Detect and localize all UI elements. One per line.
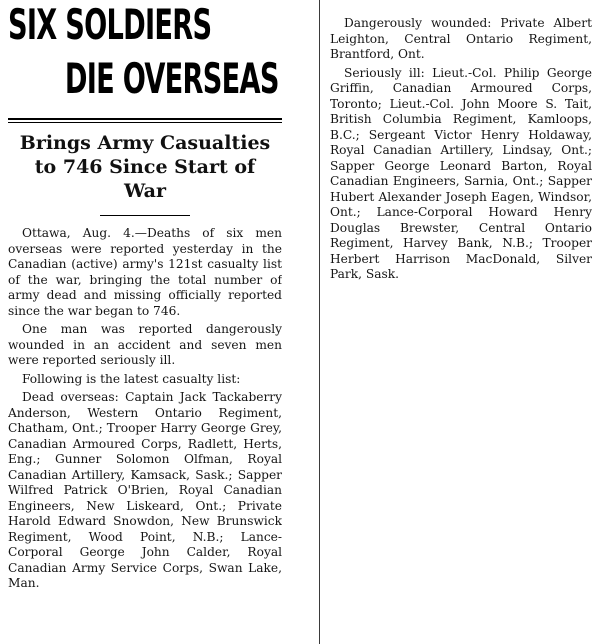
- paragraph-dateline: Ottawa, Aug. 4.—Deaths of six men overseas were reported yesterday in the Canadian (active) army's 121st casualty list of the war, bringing the total number of army dead and missing officially reported since the war began to 746.: [8, 226, 282, 318]
- article-body-right: [330, 16, 592, 283]
- paragraph-list-intro: Following is the latest casualty list:: [22, 371, 241, 386]
- article-body-left: [8, 226, 282, 592]
- column-divider: [319, 0, 320, 644]
- paragraph-dead-overseas: Dead overseas: Captain Jack Tackaberry Anderson, Western Ontario Regiment, Chatham, Ont.; Trooper Harry George Grey, Canadian Armoured Corps, Radlett, Herts, Eng.; Gunner Solomon Olfman, Royal Canadian Artillery, Kamsack, Sask.; Sapper Wilfred Patrick O'Brien, Royal Canadian Engineers, New Liskeard, Ont.; Private Harold Edward Snowdon, New Brunswick Regiment, Wood Point, N.B.; Lance-Corporal George John Calder, Royal Canadian Army Service Corps, Swan Lake, Man.: [8, 390, 282, 590]
- right-column: [330, 16, 592, 283]
- headline-rule-thin: [8, 122, 282, 123]
- subhead-divider: [100, 215, 190, 216]
- headline-line-1: SIX SOLDIERS: [8, 0, 212, 49]
- left-column: [8, 0, 282, 644]
- headline-line-2: DIE OVERSEAS: [64, 54, 279, 103]
- paragraph-seriously-ill: Seriously ill: Lieut.-Col. Philip George Griffin, Canadian Armoured Corps, Toronto; Lieut.-Col. John Moore S. Tait, British Columbia Regiment, Kamloops, B.C.; Sergeant Victor Henry Holdaway, Royal Canadian Artillery, Lindsay, Ont.; Sapper George Leonard Barton, Royal Canadian Engineers, Sarnia, Ont.; Sapper Hubert Alexander Joseph Eagen, Windsor, Ont.; Lance-Corporal Howard Henry Douglas Brewster, Central Ontario Regiment, Harvey Bank, N.B.; Trooper Herbert Harrison MacDonald, Silver Park, Sask.: [330, 65, 592, 281]
- paragraph-dangerously-wounded: Dangerously wounded: Private Albert Leighton, Central Ontario Regiment, Brantford, Ont.: [330, 16, 592, 61]
- paragraph-wounded-summary: One man was reported dangerously wounded in an accident and seven men were reported seriously ill.: [8, 322, 282, 367]
- subheadline: Brings Army Casualties to 746 Since Start of War: [19, 132, 271, 202]
- headline-rule: [8, 118, 282, 120]
